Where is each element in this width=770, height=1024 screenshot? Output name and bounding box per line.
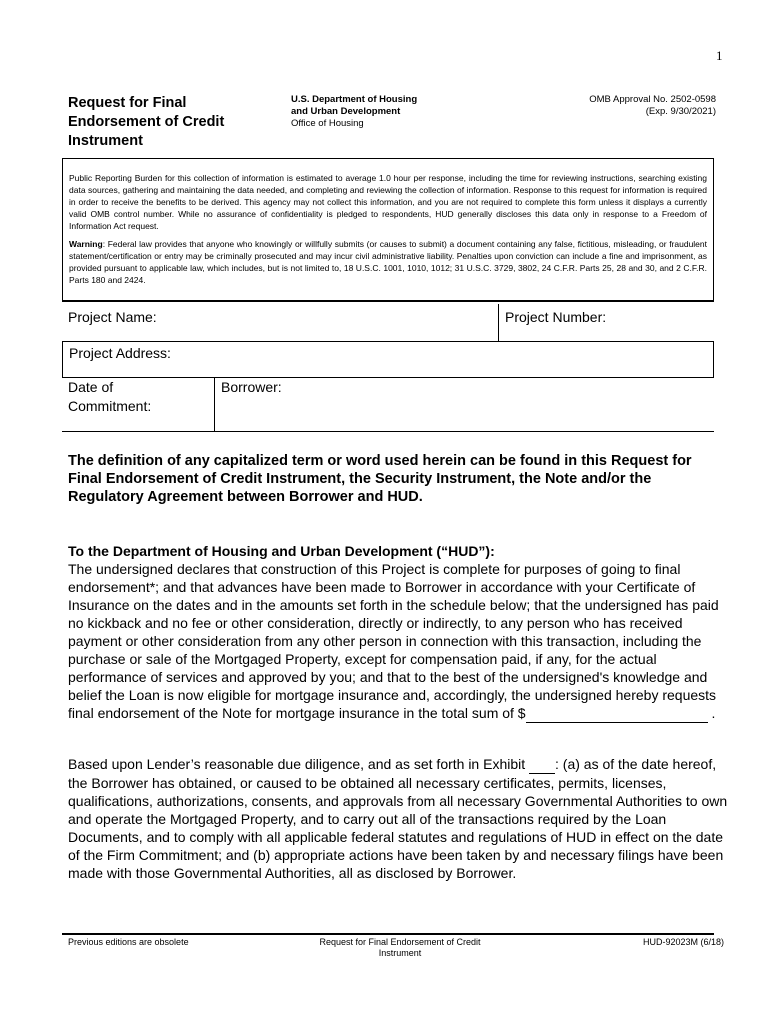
warning-label: Warning bbox=[69, 239, 103, 249]
footer-left: Previous editions are obsolete bbox=[68, 937, 189, 947]
project-address-field[interactable] bbox=[62, 342, 714, 378]
page-number: 1 bbox=[716, 48, 723, 63]
footer-form-number: HUD-92023M (6/18) bbox=[642, 937, 724, 947]
borrower-label: Borrower: bbox=[221, 379, 282, 395]
omb-approval-number: OMB Approval No. 2502-0598 bbox=[589, 94, 716, 105]
omb-expiration: (Exp. 9/30/2021) bbox=[645, 106, 716, 117]
warning-text: : Federal law provides that anyone who knowingly or willfully submits (or causes to submit) a document containing any false, fictitious, misleading, or fraudulent statement/certification or entry may be criminally prosecuted and may incur civil administrative liability. Penalties upon conviction can include a fine and imprisonment, as provided pursuant to applicable law, which includes, but is not limited to, 18 U.S.C. 1001, 1010, 1012; 31 U.S.C. 3729, 3802, 24 C.F.R. Parts 25, 28 and 30, and 2 C.F.R. Parts 180 and 2424. bbox=[69, 239, 707, 285]
declaration-end: . bbox=[707, 705, 716, 721]
date-of-commitment-label: Date of Commitment: bbox=[68, 379, 152, 414]
agency-block bbox=[291, 94, 491, 130]
total-sum-blank[interactable] bbox=[526, 704, 708, 723]
agency-office: Office of Housing bbox=[291, 118, 364, 129]
footer-divider bbox=[62, 933, 714, 935]
warning-statement bbox=[69, 238, 707, 286]
project-number-label: Project Number: bbox=[505, 309, 607, 325]
exhibit-blank[interactable] bbox=[529, 755, 555, 774]
definition-statement: The definition of any capitalized term or word used herein can be found in this Request for Final Endorsement of Credit Instrument, the Security Instrument, the Note and/or the Regulatory Agreement between Borrower and HUD. bbox=[68, 453, 692, 505]
project-address-label: Project Address: bbox=[69, 345, 171, 361]
project-name-label: Project Name: bbox=[68, 309, 157, 325]
date-of-commitment-field[interactable] bbox=[62, 378, 214, 432]
declaration-heading: To the Department of Housing and Urban Development (“HUD”): bbox=[68, 543, 495, 559]
agency-name-line1: U.S. Department of Housing bbox=[291, 94, 418, 105]
footer-center: Request for Final Endorsement of Credit Instrument bbox=[319, 937, 481, 958]
burden-statement: Public Reporting Burden for this collection of information is estimated to average 1.0 hour per response, including the time for reviewing instructions, searching existing data sources, gathering and maintaining the data needed, and completing and reviewing the collection of information. Response to this request for information is required in order to receive the benefits to be derived. This agency may not collect this information, and you are not required to complete this form unless it displays a currently valid OMB control number. While no assurance of confidentiality is pledged to respondents, HUD generally discloses this data only in response to a Freedom of Information Act request. bbox=[69, 173, 707, 231]
declaration-paragraph bbox=[68, 542, 730, 723]
project-number-field[interactable] bbox=[498, 304, 714, 342]
agency-name-line2: and Urban Development bbox=[291, 106, 401, 117]
diligence-text-end: : (a) as of the date hereof, the Borrower has obtained, or caused to be obtained all necessary certificates, permits, licenses, qualifications, authorizations, consents, and approvals from all necessary Governmental Authorities to own and operate the Mortgaged Property, and to carry out all of the transactions required by the Loan Documents, and to comply with all applicable federal statutes and regulations of HUD in effect on the date of the Firm Commitment; and (b) appropriate actions have been taken by and necessary filings have been made with those Governmental Authorities, all as disclosed by Borrower. bbox=[68, 756, 728, 881]
form-title: Request for Final Endorsement of Credit Instrument bbox=[68, 95, 225, 149]
project-name-field[interactable] bbox=[62, 304, 498, 342]
omb-block bbox=[540, 94, 716, 118]
burden-statement-box bbox=[62, 158, 714, 302]
diligence-text-start: Based upon Lender’s reasonable due diligence, and as set forth in Exhibit bbox=[68, 756, 530, 772]
declaration-body: The undersigned declares that construction of this Project is complete for purposes of going to final endorsement*; and that advances have been made to Borrower in accordance with your Certificate of Insurance on the dates and in the amounts set forth in the schedule below; that the undersigned has paid no kickback and no fee or other consideration, directly or indirectly, to any person who has received payment or other consideration from any other person in connection with this transaction, including the purchase or sale of the Mortgaged Property, except for compensation paid, if any, for the actual performance of services and approved by you; and that to the best of the undersigned's knowledge and belief the Loan is now eligible for mortgage insurance and, accordingly, the undersigned hereby requests final endorsement of the Note for mortgage insurance in the total sum of $ bbox=[68, 561, 719, 721]
diligence-paragraph bbox=[68, 755, 730, 882]
borrower-field[interactable] bbox=[214, 378, 714, 432]
